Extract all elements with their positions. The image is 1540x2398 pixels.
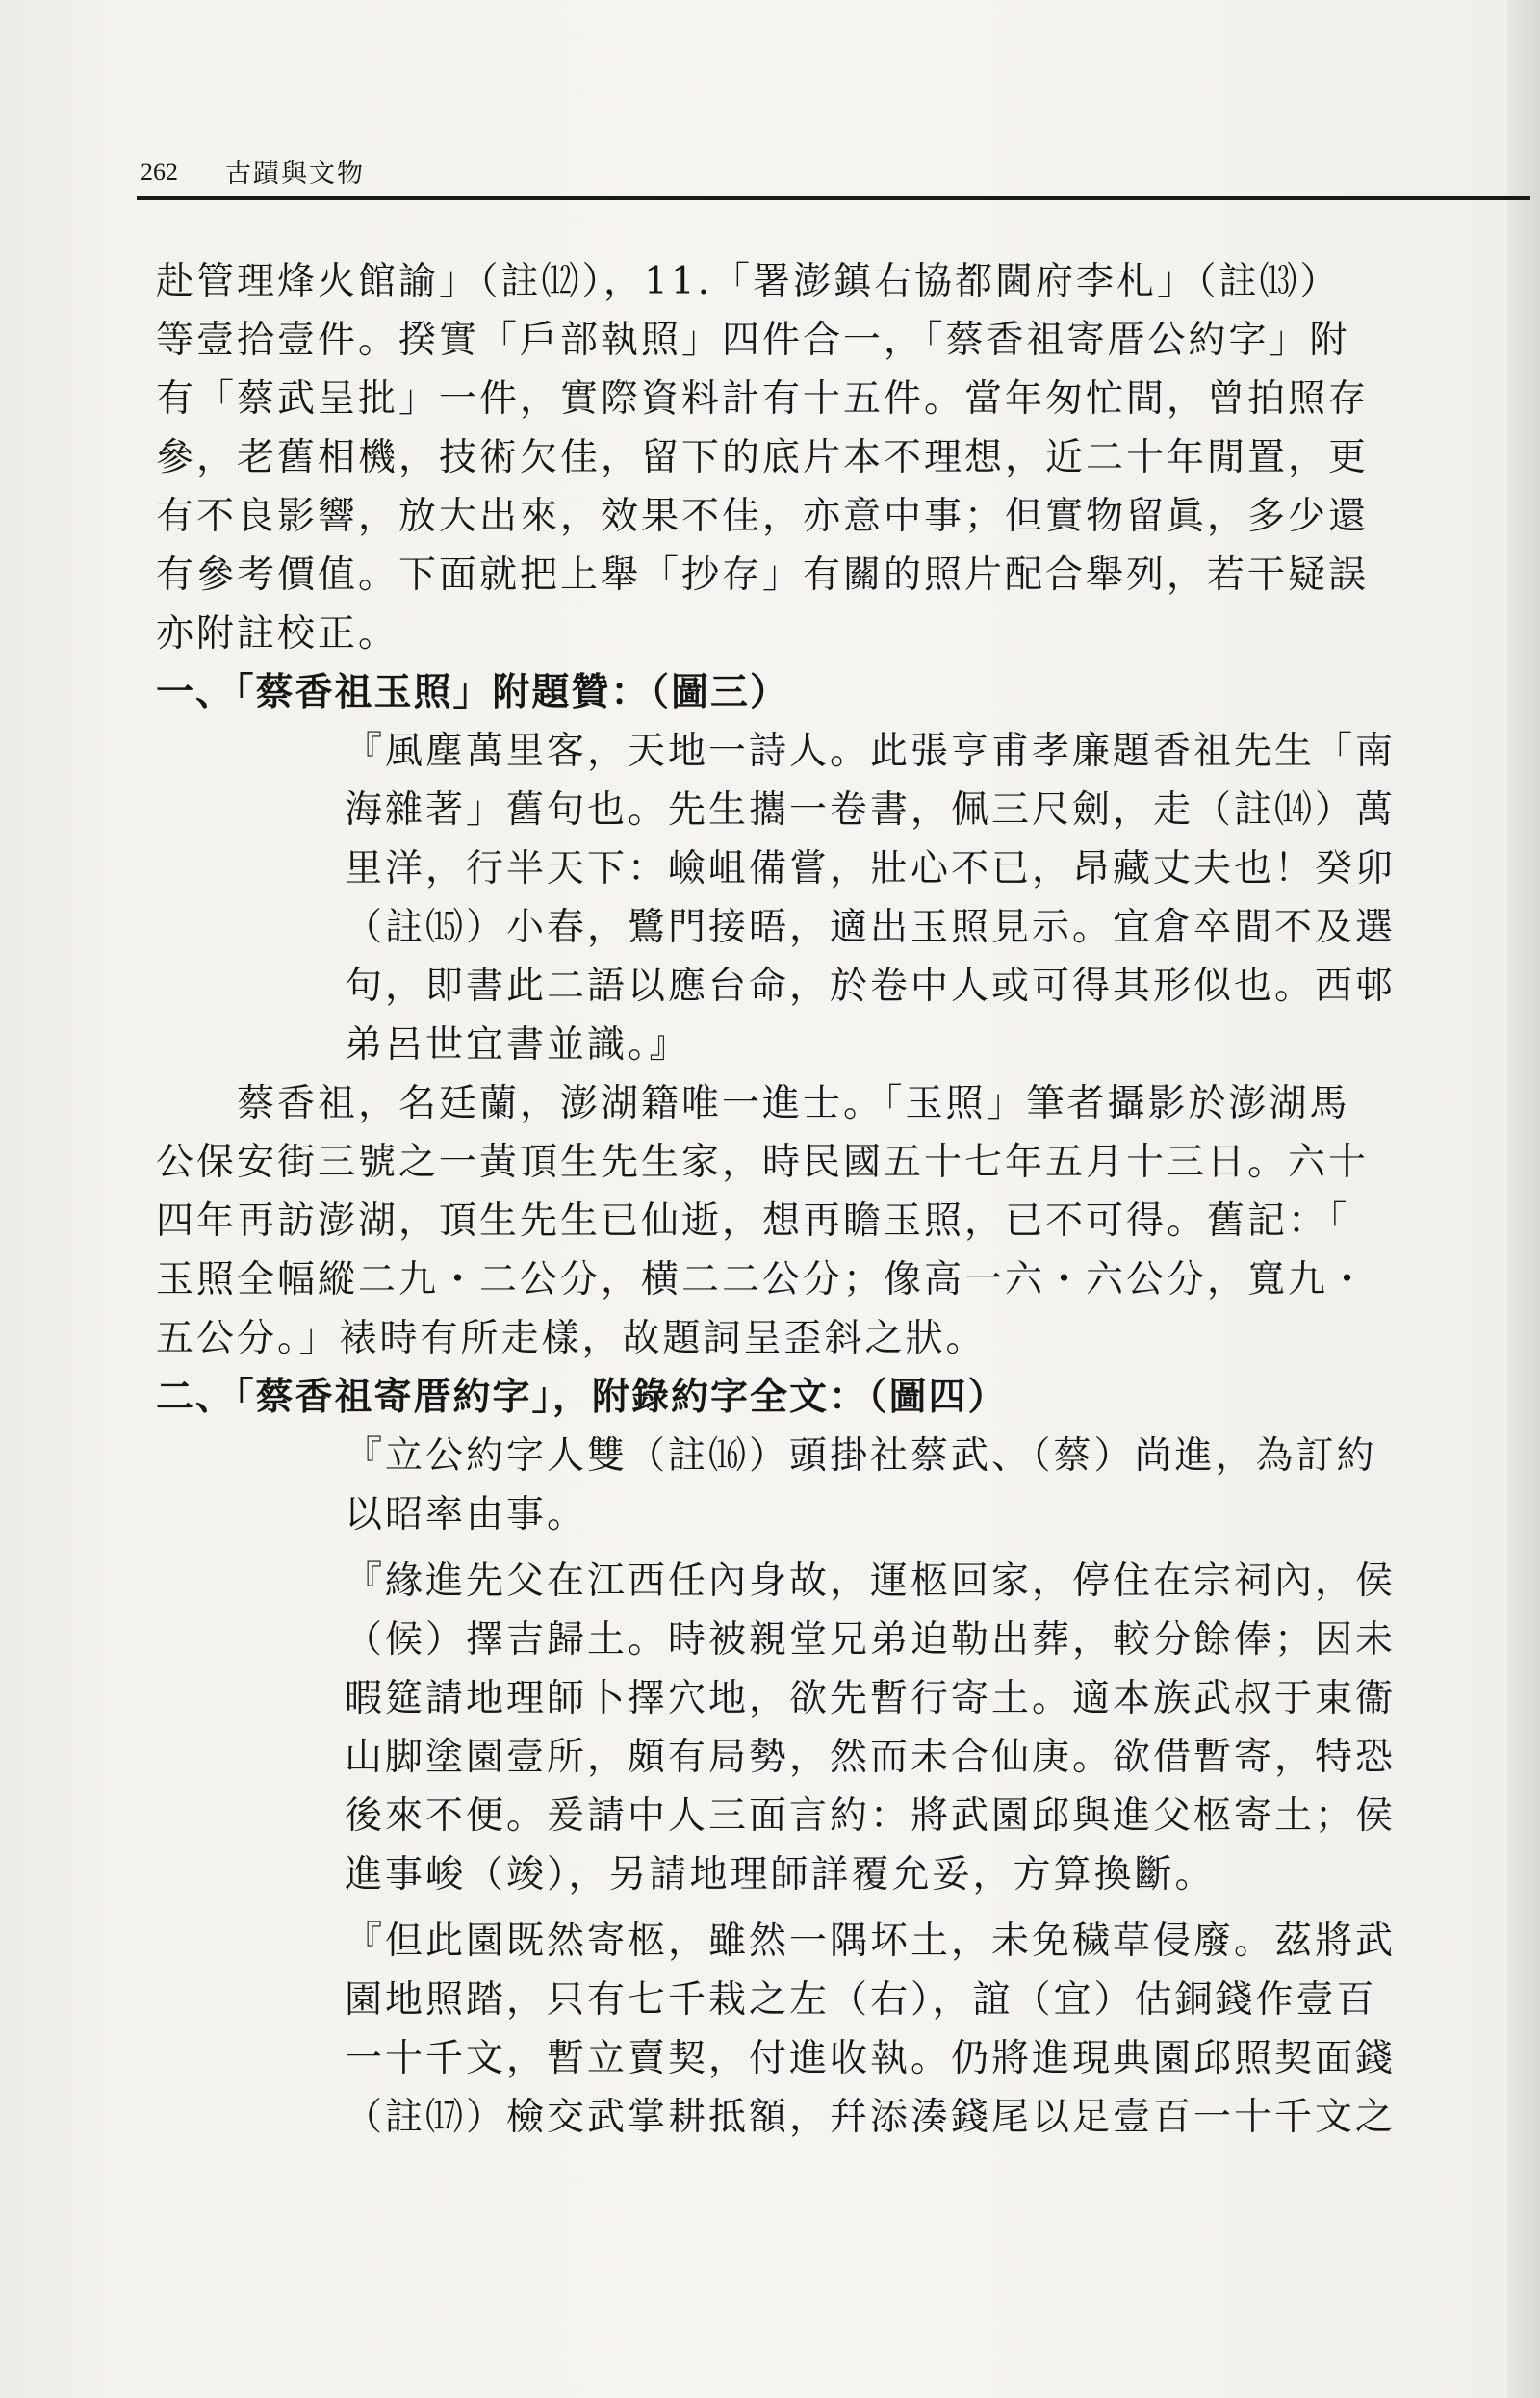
quote-line: 『立公約字人雙（註⒃）頭掛社蔡武、（蔡）尚進，為訂約 xyxy=(345,1434,1377,1478)
paragraph-cai-xiangzu xyxy=(156,1074,1532,1368)
quote-block-contract-3 xyxy=(156,1912,1532,2147)
quote-block-inscription xyxy=(156,722,1532,1074)
quote-line: 暇筵請地理師卜擇穴地，欲先暫行寄土。適本族武叔于東衞 xyxy=(345,1677,1397,1720)
running-title: 古蹟與文物 xyxy=(225,159,365,188)
page-number: 262 xyxy=(141,158,178,186)
text-line: 有參考價值。下面就把上舉「抄存」有關的照片配合舉列，若干疑誤 xyxy=(156,554,1370,597)
section-heading-1: 一、「蔡香祖玉照」附題贊：（圖三） xyxy=(156,671,790,714)
text-line: 公保安街三號之一黃頂生先生家，時民國五十七年五月十三日。六十 xyxy=(156,1141,1370,1184)
text-line: 參，老舊相機，技術欠佳，留下的底片本不理想，近二十年閒置，更 xyxy=(156,436,1370,479)
quote-line: 『風塵萬里客，天地一詩人。此張亨甫孝廉題香祖先生「南 xyxy=(345,730,1397,773)
text-line: 玉照全幅縱二九・二公分，横二二公分；像高一六・六公分，寬九・ xyxy=(156,1258,1370,1302)
quote-line: 一十千文，暫立賣契，付進收執。仍將進現典園邱照契面錢 xyxy=(345,2037,1397,2080)
text-line: 等壹拾壹件。揆實「戶部執照」四件合一，「蔡香祖寄厝公約字」附 xyxy=(156,319,1350,362)
quote-line: 『緣進先父在江西任內身故，運柩回家，停住在宗祠內，侯 xyxy=(345,1560,1397,1603)
text-line: 赴管理烽火館諭」（註⑿），11.「署澎鎮右協都閫府李札」（註⒀） xyxy=(156,260,1341,303)
quote-line: 園地照踏，只有七千栽之左（右），誼（宜）估銅錢作壹百 xyxy=(345,1978,1377,2022)
text-line: 四年再訪澎湖，頂生先生已仙逝，想再瞻玉照，已不可得。舊記：「 xyxy=(156,1199,1350,1243)
paragraph-intro xyxy=(156,252,1532,663)
quote-line: （註⒂）小春，鷺門接晤，適出玉照見示。宜倉卒間不及選 xyxy=(345,906,1397,949)
text-line: 有不良影響，放大出來，效果不佳，亦意中事；但實物留眞，多少還 xyxy=(156,495,1370,538)
quote-line: 海雜著」舊句也。先生攜一卷書，佩三尺劍，走（註⒁）萬 xyxy=(345,788,1397,832)
quote-line: 以昭率由事。 xyxy=(345,1493,588,1536)
text-line: 亦附註校正。 xyxy=(156,612,399,656)
quote-line: 山脚塗園壹所，頗有局勢，然而未合仙庚。欲借暫寄，特恐 xyxy=(345,1736,1397,1779)
text-line: 五公分。」裱時有所走樣，故題詞呈歪斜之狀。 xyxy=(156,1317,987,1360)
section-heading-2: 二、「蔡香祖寄厝約字」，附錄約字全文：（圖四） xyxy=(156,1376,1008,1419)
text-line: 有「蔡武呈批」一件，實際資料計有十五件。當年匆忙間，曾拍照存 xyxy=(156,377,1370,421)
text-line: 蔡香祖，名廷蘭，澎湖籍唯一進士。「玉照」筆者攝影於澎湖馬 xyxy=(237,1082,1350,1125)
quote-block-contract-2 xyxy=(156,1552,1532,1904)
quote-line: 進事峻（竣），另請地理師詳覆允妥，方算換斷。 xyxy=(345,1853,1216,1896)
quote-line: 『但此園既然寄柩，雖然一隅坏土，未免穢草侵廢。茲將武 xyxy=(345,1920,1397,1963)
quote-line: 弟呂世宜書並識。』 xyxy=(345,1023,690,1067)
quote-line: （註⒄）檢交武掌耕抵額，幷添湊錢尾以足壹百一十千文之 xyxy=(345,2096,1397,2139)
quote-line: 里洋，行半天下：嶮岨備嘗，壯心不已，昂藏丈夫也！癸卯 xyxy=(345,847,1397,890)
quote-line: 句，即書此二語以應台命，於卷中人或可得其形似也。西邨 xyxy=(345,965,1397,1008)
quote-line: 後來不便。爰請中人三面言約：將武園邱與進父柩寄土；侯 xyxy=(345,1794,1397,1838)
quote-line: （候）擇吉歸土。時被親堂兄弟迫勒出葬，較分餘俸；因未 xyxy=(345,1618,1397,1662)
body-text xyxy=(156,252,1532,2147)
quote-block-contract-1 xyxy=(156,1427,1532,1544)
running-header xyxy=(137,152,1530,200)
